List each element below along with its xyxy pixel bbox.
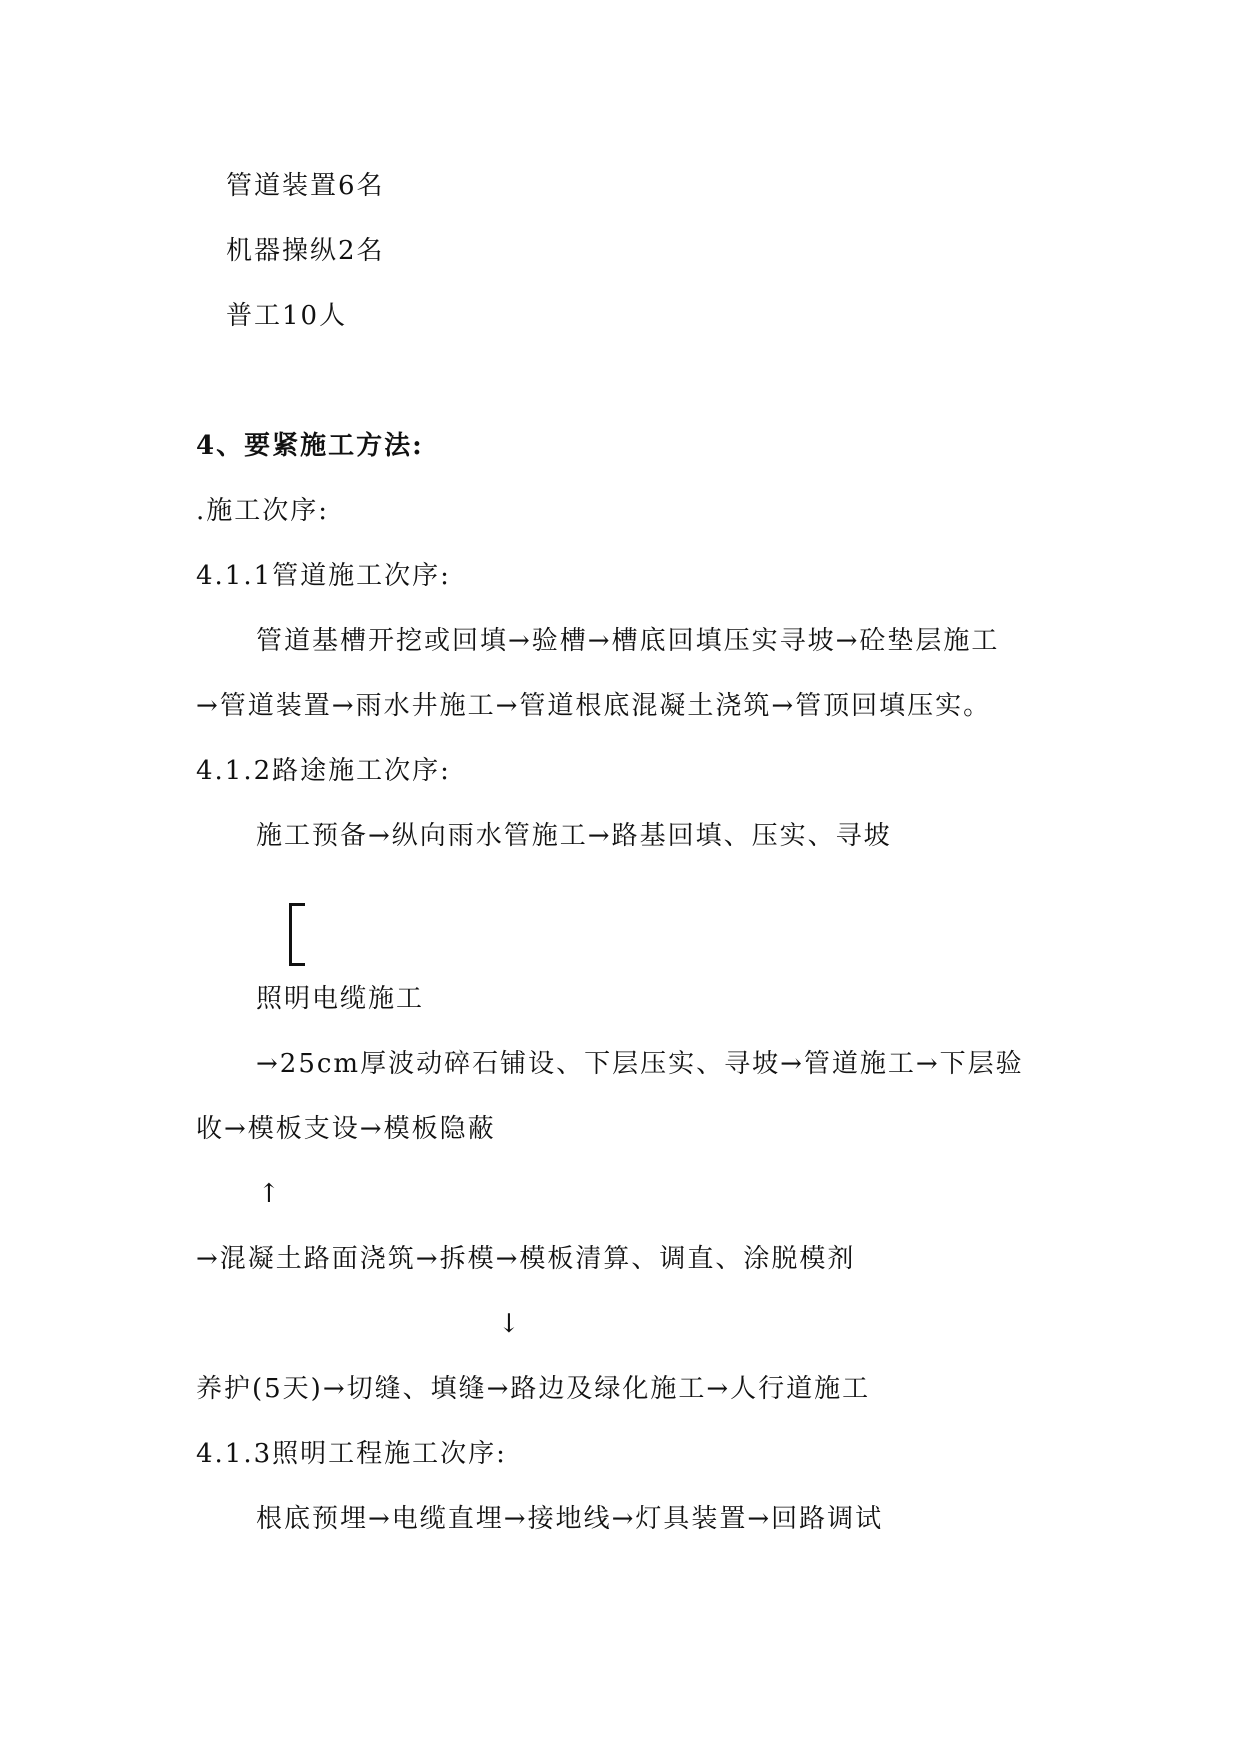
lighting-sequence-line-1: 根底预埋→电缆直埋→接地线→灯具装置→回路调试 bbox=[256, 1504, 884, 1534]
road-sequence-line-4: →混凝土路面浇筑→拆模→模板清算、调直、涂脱模剂 bbox=[196, 1244, 856, 1274]
lighting-sequence-title: 4.1.3照明工程施工次序: bbox=[196, 1439, 507, 1469]
road-sequence-line-1: 施工预备→纵向雨水管施工→路基回填、压实、寻坡 bbox=[256, 821, 892, 851]
staff-machine-operator: 机器操纵2名 bbox=[226, 236, 385, 266]
branch-bracket bbox=[289, 903, 305, 966]
staff-pipe-install: 管道装置6名 bbox=[226, 171, 385, 201]
pipe-sequence-line-1: 管道基槽开挖或回填→验槽→槽底回填压实寻坡→砼垫层施工 bbox=[256, 626, 1000, 656]
road-sequence-line-5: 养护(5天)→切缝、填缝→路边及绿化施工→人行道施工 bbox=[196, 1374, 871, 1404]
up-arrow: ↑ bbox=[258, 1179, 282, 1209]
staff-general-worker: 普工10人 bbox=[226, 301, 348, 331]
sequence-title: .施工次序: bbox=[196, 496, 330, 526]
road-branch-lighting: 照明电缆施工 bbox=[256, 984, 425, 1014]
road-sequence-title: 4.1.2路途施工次序: bbox=[196, 756, 451, 786]
pipe-sequence-line-2: →管道装置→雨水井施工→管道根底混凝土浇筑→管顶回填压实。 bbox=[196, 691, 992, 721]
road-sequence-line-3: 收→模板支设→模板隐蔽 bbox=[196, 1114, 496, 1144]
pipe-sequence-title: 4.1.1管道施工次序: bbox=[196, 561, 451, 591]
section-heading: 4、要紧施工方法: bbox=[196, 431, 424, 461]
down-arrow: ↓ bbox=[498, 1309, 522, 1339]
road-sequence-line-2: →25cm厚波动碎石铺设、下层压实、寻坡→管道施工→下层验 bbox=[256, 1049, 1024, 1079]
